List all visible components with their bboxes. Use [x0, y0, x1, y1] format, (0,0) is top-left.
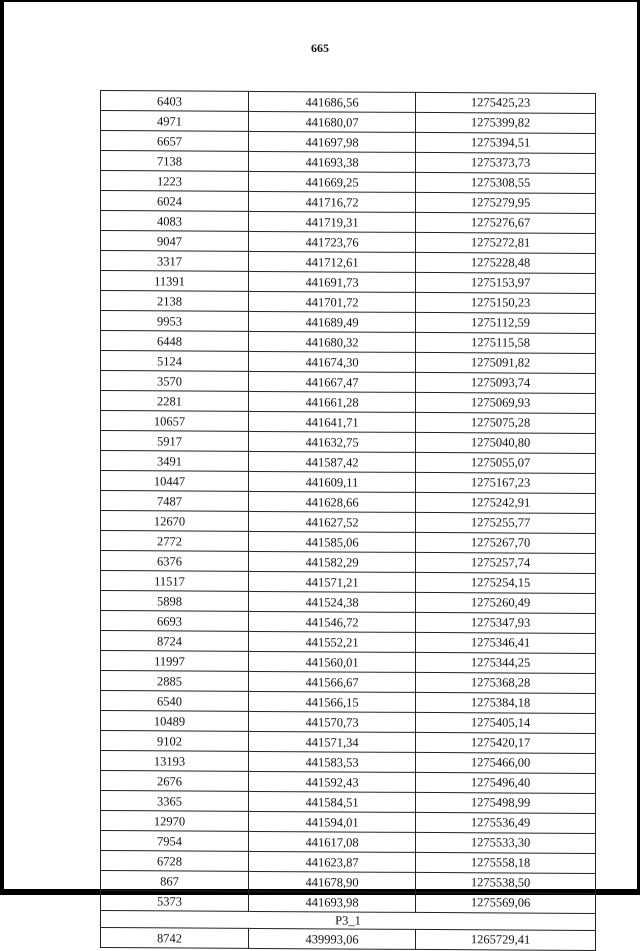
x-coordinate-cell: 441712,61 [249, 251, 416, 272]
y-coordinate-cell: 1275496,40 [416, 772, 596, 793]
point-number-cell: 8724 [101, 631, 249, 652]
point-number-cell: 10447 [101, 471, 249, 492]
y-coordinate-cell: 1275255,77 [416, 512, 596, 533]
point-number-cell: 11997 [101, 651, 249, 672]
point-number-cell: 10657 [101, 411, 249, 432]
y-coordinate-cell: 1275040,80 [416, 432, 596, 453]
point-number-cell: 1223 [101, 171, 249, 192]
section-label: P3_1 [101, 911, 596, 931]
x-coordinate-cell: 441628,66 [249, 491, 416, 512]
point-number-cell: 6540 [101, 691, 249, 712]
point-number-cell: 6657 [101, 131, 249, 152]
y-coordinate-cell: 1275115,58 [416, 332, 596, 353]
x-coordinate-cell: 441674,30 [249, 351, 416, 372]
point-number-cell: 12970 [101, 811, 249, 832]
point-number-cell: 3570 [101, 371, 249, 392]
coordinates-table-wrapper [100, 90, 595, 951]
y-coordinate-cell: 1275384,18 [416, 692, 596, 713]
y-coordinate-cell: 1275254,15 [416, 572, 596, 593]
y-coordinate-cell: 1275558,18 [416, 852, 596, 873]
x-coordinate-cell: 441669,25 [249, 171, 416, 192]
point-number-cell: 5917 [101, 431, 249, 452]
point-number-cell: 5124 [101, 351, 249, 372]
x-coordinate-cell: 441566,15 [249, 691, 416, 712]
point-number-cell: 5898 [101, 591, 249, 612]
x-coordinate-cell: 441680,07 [249, 111, 416, 132]
x-coordinate-cell: 441697,98 [249, 131, 416, 152]
y-coordinate-cell: 1275394,51 [416, 132, 596, 153]
y-coordinate-cell: 1275091,82 [416, 352, 596, 373]
x-coordinate-cell: 441689,49 [249, 311, 416, 332]
point-number-cell: 3491 [101, 451, 249, 472]
point-number-cell: 5373 [101, 891, 249, 912]
point-number-cell: 13193 [101, 751, 249, 772]
x-coordinate-cell: 441609,11 [249, 471, 416, 492]
y-coordinate-cell: 1275533,30 [416, 832, 596, 853]
point-number-cell: 6448 [101, 331, 249, 352]
y-coordinate-cell: 1275055,07 [416, 452, 596, 473]
x-coordinate-cell: 441571,34 [249, 731, 416, 752]
point-number-cell: 3365 [101, 791, 249, 812]
x-coordinate-cell: 441691,73 [249, 271, 416, 292]
y-coordinate-cell: 1275279,95 [416, 192, 596, 213]
x-coordinate-cell: 441546,72 [249, 611, 416, 632]
point-number-cell: 11517 [101, 571, 249, 592]
point-number-cell: 6693 [101, 611, 249, 632]
y-coordinate-cell: 1275420,17 [416, 732, 596, 753]
y-coordinate-cell: 1275093,74 [416, 372, 596, 393]
y-coordinate-cell: 1275344,25 [416, 652, 596, 673]
x-coordinate-cell: 441701,72 [249, 291, 416, 312]
y-coordinate-cell: 1275167,23 [416, 472, 596, 493]
point-number-cell: 2885 [101, 671, 249, 692]
table-row [101, 928, 596, 951]
y-coordinate-cell: 1275260,49 [416, 592, 596, 613]
y-coordinate-cell: 1275536,49 [416, 812, 596, 833]
coordinates-table-body [101, 91, 596, 951]
point-number-cell: 7954 [101, 831, 249, 852]
point-number-cell: 3317 [101, 251, 249, 272]
point-number-cell: 6024 [101, 191, 249, 212]
x-coordinate-cell: 441524,38 [249, 591, 416, 612]
y-coordinate-cell: 1275308,55 [416, 172, 596, 193]
point-number-cell: 2676 [101, 771, 249, 792]
point-number-cell: 7138 [101, 151, 249, 172]
x-coordinate-cell: 441552,21 [249, 631, 416, 652]
y-coordinate-cell: 1275425,23 [416, 92, 596, 113]
point-number-cell: 9047 [101, 231, 249, 252]
y-coordinate-cell: 1275466,00 [416, 752, 596, 773]
x-coordinate-cell: 441686,56 [249, 91, 416, 112]
point-number-cell: 10489 [101, 711, 249, 732]
point-number-cell: 7487 [101, 491, 249, 512]
point-number-cell: 8742 [101, 928, 249, 949]
x-coordinate-cell: 441570,73 [249, 711, 416, 732]
y-coordinate-cell: 1275242,91 [416, 492, 596, 513]
page-number: 665 [311, 41, 329, 55]
y-coordinate-cell: 1275346,41 [416, 632, 596, 653]
x-coordinate-cell: 441723,76 [249, 231, 416, 252]
x-coordinate-cell: 441680,32 [249, 331, 416, 352]
y-coordinate-cell: 1275075,28 [416, 412, 596, 433]
y-coordinate-cell: 1275257,74 [416, 552, 596, 573]
x-coordinate-cell: 441719,31 [249, 211, 416, 232]
x-coordinate-cell: 441693,38 [249, 151, 416, 172]
x-coordinate-cell: 441716,72 [249, 191, 416, 212]
x-coordinate-cell: 441587,42 [249, 451, 416, 472]
x-coordinate-cell: 441667,47 [249, 371, 416, 392]
y-coordinate-cell: 1275399,82 [416, 112, 596, 133]
point-number-cell: 6403 [101, 91, 249, 112]
y-coordinate-cell: 1275347,93 [416, 612, 596, 633]
x-coordinate-cell: 441641,71 [249, 411, 416, 432]
y-coordinate-cell: 1275368,28 [416, 672, 596, 693]
y-coordinate-cell: 1275373,73 [416, 152, 596, 173]
x-coordinate-cell: 439993,06 [249, 928, 416, 949]
point-number-cell: 11391 [101, 271, 249, 292]
x-coordinate-cell: 441571,21 [249, 571, 416, 592]
x-coordinate-cell: 441566,67 [249, 671, 416, 692]
x-coordinate-cell: 441632,75 [249, 431, 416, 452]
point-number-cell: 2772 [101, 531, 249, 552]
y-coordinate-cell: 1275228,48 [416, 252, 596, 273]
y-coordinate-cell: 1275498,99 [416, 792, 596, 813]
point-number-cell: 6376 [101, 551, 249, 572]
y-coordinate-cell: 1275267,70 [416, 532, 596, 553]
x-coordinate-cell: 441661,28 [249, 391, 416, 412]
x-coordinate-cell: 441678,90 [249, 871, 416, 892]
x-coordinate-cell: 441583,53 [249, 751, 416, 772]
point-number-cell: 2281 [101, 391, 249, 412]
x-coordinate-cell: 441693,98 [249, 891, 416, 912]
point-number-cell: 9953 [101, 311, 249, 332]
x-coordinate-cell: 441617,08 [249, 831, 416, 852]
point-number-cell: 4971 [101, 111, 249, 132]
point-number-cell: 867 [101, 871, 249, 892]
x-coordinate-cell: 441585,06 [249, 531, 416, 552]
x-coordinate-cell: 441594,01 [249, 811, 416, 832]
coordinates-table [100, 90, 596, 951]
point-number-cell: 9102 [101, 731, 249, 752]
y-coordinate-cell: 1275538,50 [416, 872, 596, 893]
point-number-cell: 4083 [101, 211, 249, 232]
y-coordinate-cell: 1265729,41 [416, 929, 596, 950]
point-number-cell: 6728 [101, 851, 249, 872]
y-coordinate-cell: 1275272,81 [416, 232, 596, 253]
x-coordinate-cell: 441592,43 [249, 771, 416, 792]
y-coordinate-cell: 1275569,06 [416, 892, 596, 913]
point-number-cell: 12670 [101, 511, 249, 532]
x-coordinate-cell: 441623,87 [249, 851, 416, 872]
y-coordinate-cell: 1275150,23 [416, 292, 596, 313]
y-coordinate-cell: 1275405,14 [416, 712, 596, 733]
y-coordinate-cell: 1275069,93 [416, 392, 596, 413]
point-number-cell: 2138 [101, 291, 249, 312]
y-coordinate-cell: 1275153,97 [416, 272, 596, 293]
y-coordinate-cell: 1275112,59 [416, 312, 596, 333]
x-coordinate-cell: 441627,52 [249, 511, 416, 532]
x-coordinate-cell: 441584,51 [249, 791, 416, 812]
y-coordinate-cell: 1275276,67 [416, 212, 596, 233]
x-coordinate-cell: 441560,01 [249, 651, 416, 672]
x-coordinate-cell: 441582,29 [249, 551, 416, 572]
